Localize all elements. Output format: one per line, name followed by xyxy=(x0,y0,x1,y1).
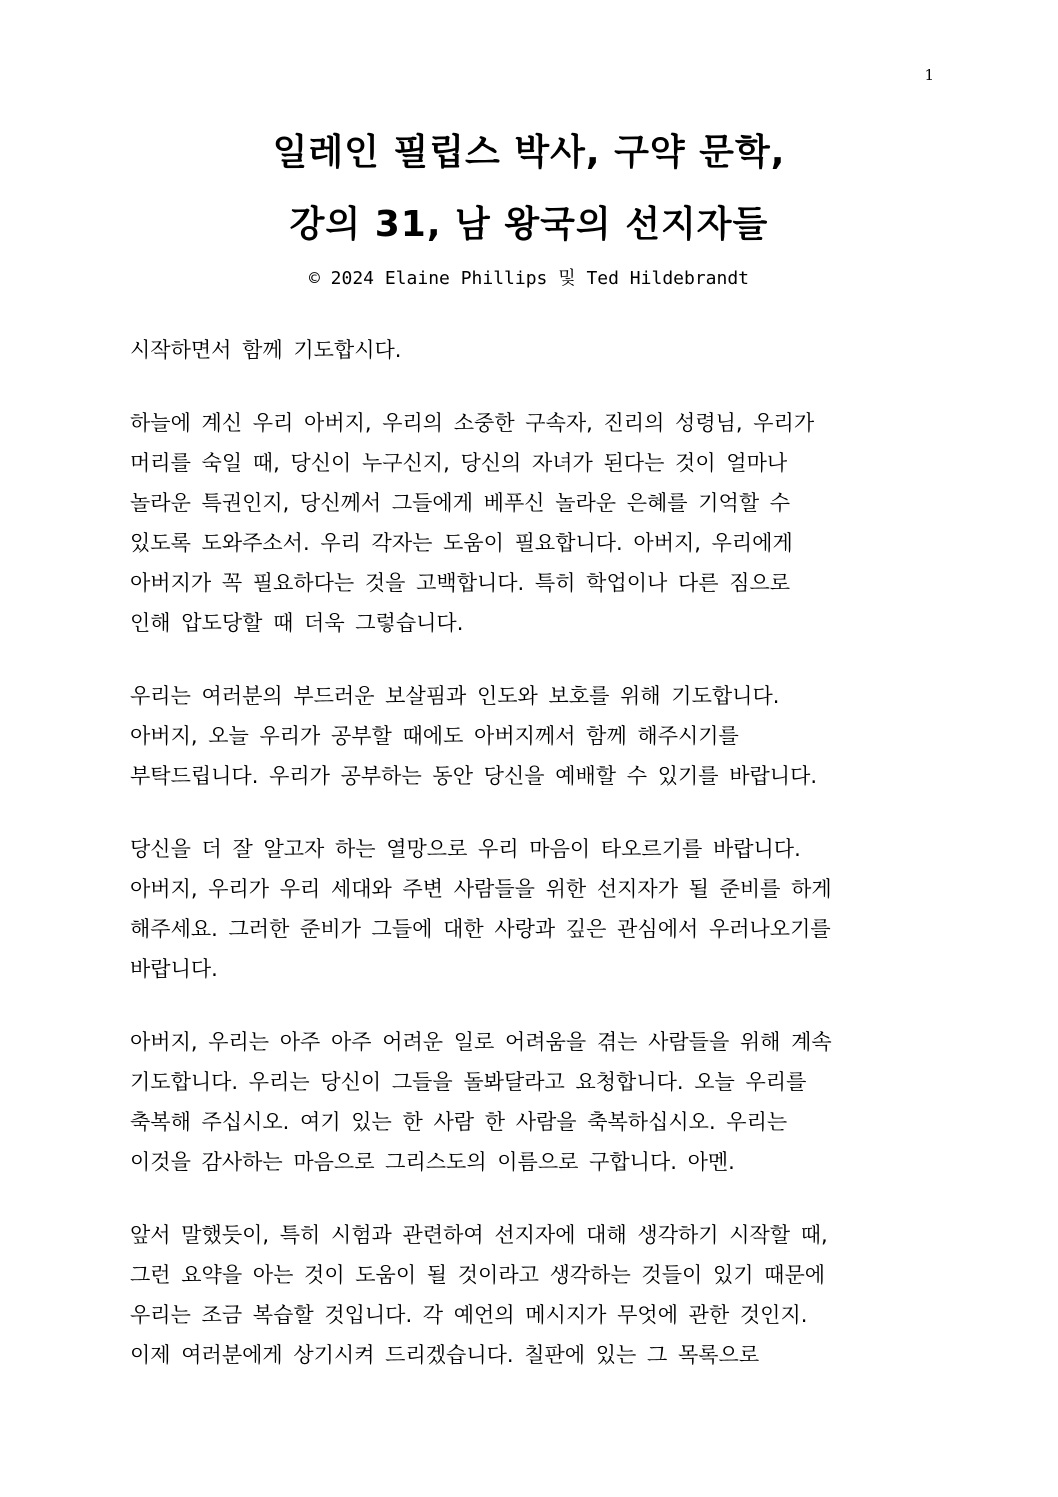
text-line: 축복해 주십시오. 여기 있는 한 사람 한 사람을 축복하십시오. 우리는 xyxy=(130,1110,788,1134)
paragraph-opening xyxy=(130,330,930,370)
text-line: 우리는 조금 복습할 것입니다. 각 예언의 메시지가 무엇에 관한 것인지. xyxy=(130,1303,808,1327)
paragraph-prayer-2 xyxy=(130,676,930,796)
text-line: 기도합니다. 우리는 당신이 그들을 돌봐달라고 요청합니다. 오늘 우리를 xyxy=(130,1070,807,1094)
text-line: 아버지, 오늘 우리가 공부할 때에도 아버지께서 함께 해주시기를 xyxy=(130,724,739,748)
text-line: 바랍니다. xyxy=(130,957,218,981)
text-line: 이제 여러분에게 상기시켜 드리겠습니다. 칠판에 있는 그 목록으로 xyxy=(130,1343,760,1367)
text-line: 그런 요약을 아는 것이 도움이 될 것이라고 생각하는 것들이 있기 때문에 xyxy=(130,1263,826,1287)
paragraph-review xyxy=(130,1215,930,1375)
text-line: 앞서 말했듯이, 특히 시험과 관련하여 선지자에 대해 생각하기 시작할 때, xyxy=(130,1223,828,1247)
paragraph-prayer-3 xyxy=(130,829,930,989)
text-line: 우리는 여러분의 부드러운 보살핌과 인도와 보호를 위해 기도합니다. xyxy=(130,684,780,708)
text-line: 인해 압도당할 때 더욱 그렇습니다. xyxy=(130,611,464,635)
paragraph-prayer-1 xyxy=(130,403,930,643)
text-line: 해주세요. 그러한 준비가 그들에 대한 사랑과 깊은 관심에서 우러나오기를 xyxy=(130,917,831,941)
paragraph-prayer-4 xyxy=(130,1022,930,1182)
title-line-2: 강의 31, 남 왕국의 선지자들 xyxy=(289,204,769,245)
title-line-1: 일레인 필립스 박사, 구약 문학, xyxy=(272,132,786,173)
text-line: 하늘에 계신 우리 아버지, 우리의 소중한 구속자, 진리의 성령님, 우리가 xyxy=(130,411,815,435)
text-line: 아버지, 우리는 아주 아주 어려운 일로 어려움을 겪는 사람들을 위해 계속 xyxy=(130,1030,832,1054)
text-line: 놀라운 특권인지, 당신께서 그들에게 베푸신 놀라운 은혜를 기억할 수 xyxy=(130,491,791,515)
text-line: 머리를 숙일 때, 당신이 누구신지, 당신의 자녀가 된다는 것이 얼마나 xyxy=(130,451,788,475)
text-line: 시작하면서 함께 기도합시다. xyxy=(130,338,402,362)
text-line: 이것을 감사하는 마음으로 그리스도의 이름으로 구합니다. 아멘. xyxy=(130,1150,735,1174)
page-number: 1 xyxy=(924,66,934,84)
text-line: 당신을 더 잘 알고자 하는 열망으로 우리 마음이 타오르기를 바랍니다. xyxy=(130,837,801,861)
text-line: 아버지, 우리가 우리 세대와 주변 사람들을 위한 선지자가 될 준비를 하게 xyxy=(130,877,832,901)
document-title xyxy=(0,130,1058,248)
copyright-notice: © 2024 Elaine Phillips 및 Ted Hildebrandt xyxy=(308,268,750,289)
text-line: 부탁드립니다. 우리가 공부하는 동안 당신을 예배할 수 있기를 바랍니다. xyxy=(130,764,818,788)
body-text xyxy=(130,330,930,1408)
text-line: 아버지가 꼭 필요하다는 것을 고백합니다. 특히 학업이나 다른 짐으로 xyxy=(130,571,791,595)
text-line: 있도록 도와주소서. 우리 각자는 도움이 필요합니다. 아버지, 우리에게 xyxy=(130,531,793,555)
